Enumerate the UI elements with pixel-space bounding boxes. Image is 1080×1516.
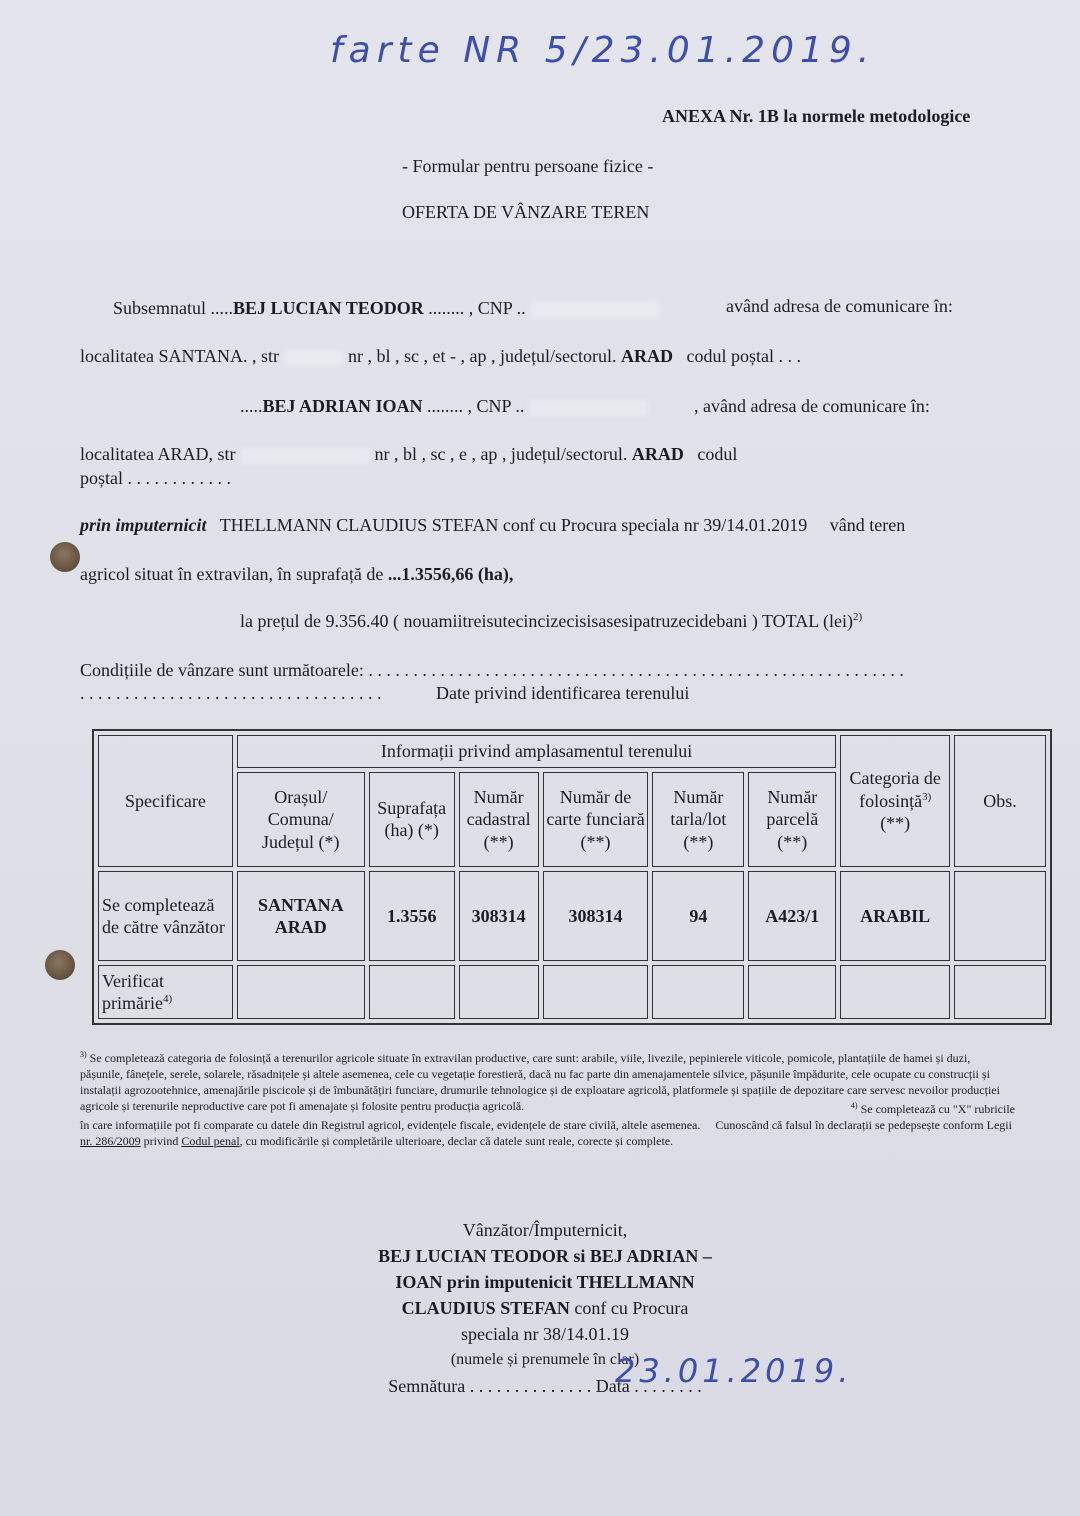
cell-parcel: A423/1 — [748, 871, 836, 962]
footnote-3-text: Se completează categoria de folosință a terenurilor agricole situate în extravilan productive, care sunt: arabile, viile, livezile, pepinierele viticole, pomicole, plantațiile de hamei și duzi, pășunile, fânețele, serele, solarele, răsadnițele și altele asemenea, cele cu vegetație forestieră, dacă nu fac parte din amenajamentele silvice, pășunile împădurite, cele ocupate cu construcții și instalații agrozootehnice, amenajările piscicole și de îmbunătățiri funciare, drumurile tehnologice și de exploatare agricolă, platformele și spațiile de depozitare care servesc nevoilor producției agricole și terenurile neproductive care pot fi amenajate și folosite pentru producția agricolă. — [80, 1051, 1000, 1113]
footnote-4-text: Se completează cu "X" rubricile — [857, 1102, 1015, 1116]
cell-tarla: 94 — [652, 871, 744, 962]
proxy-line — [80, 515, 905, 536]
seller2-postal-line: poștal . . . . . . . . . . . . — [80, 468, 231, 488]
penal-code-reference: Codul penal — [181, 1134, 240, 1148]
seller2-cnp-label: ........ , CNP .. — [422, 396, 525, 416]
redacted-street — [284, 350, 344, 366]
row-seller-label: Se completează de către vânzător — [98, 871, 233, 962]
seller1-address-intro: având adresa de comunicare în: — [726, 296, 953, 316]
conditions-line: Condițiile de vânzare sunt următoarele: . . . . . . . . . . . . . . . . . . . . . . . . . . . . . . . . . . . . . . . . . . . . . . . . . . . . . . . . . . . . — [80, 660, 904, 680]
footnotes — [80, 1047, 1015, 1149]
redacted-cnp — [529, 400, 649, 416]
proxy-tail: vând teren — [829, 515, 906, 535]
cell-locality — [237, 871, 365, 962]
header-land-book: Număr de carte funciară (**) — [543, 772, 649, 867]
seller1-county: ARAD — [620, 346, 673, 366]
header-specificare: Specificare — [98, 735, 233, 867]
punch-hole — [50, 542, 80, 572]
price-words: nouamiitreisutecincizecisisasesipatruzecidebani — [403, 611, 748, 631]
price-prefix: la prețul de 9.356.40 ( — [240, 611, 404, 631]
header-obs: Obs. — [954, 735, 1046, 867]
row-town-hall-ref: 4) — [162, 993, 173, 1006]
form-type: - Formular pentru persoane fizice - — [402, 156, 654, 176]
seller2-prefix: ..... — [240, 396, 263, 416]
empty-cell — [543, 965, 649, 1019]
law-reference: nr. 286/2009 — [80, 1134, 141, 1148]
land-area: ...1.3556,66 (ha), — [387, 564, 514, 584]
seller2-nr: nr , bl , sc , e , ap , județul/sectorul. — [374, 444, 628, 464]
cell-land-book: 308314 — [543, 871, 649, 962]
empty-cell — [954, 965, 1046, 1019]
seller1-cnp-label: ........ , CNP .. — [423, 298, 526, 318]
signer-proxy-name: CLAUDIUS STEFAN — [401, 1298, 570, 1318]
seller1-address-line — [80, 346, 801, 367]
declaration-b: privind — [140, 1134, 182, 1148]
cell-locality-county: ARAD — [274, 917, 327, 938]
redacted-cnp — [530, 302, 660, 318]
seller1-locality: localitatea SANTANA. , str — [80, 346, 280, 366]
cell-category: ARABIL — [840, 871, 950, 962]
row-town-hall-label — [98, 965, 233, 1019]
identification-heading: Date privind identificarea terenului — [436, 683, 690, 703]
footnote-4-ref: 4) — [850, 1101, 858, 1110]
footnote-4-continued — [80, 1117, 1015, 1149]
signature-date-line: Semnătura . . . . . . . . . . . . . . Data . . . . . . . . — [388, 1376, 702, 1396]
price-footnote-ref: 2) — [853, 611, 863, 623]
seller1-name: BEJ LUCIAN TEODOR — [233, 298, 424, 318]
cell-obs — [954, 871, 1046, 962]
seller2-name: BEJ ADRIAN IOAN — [262, 396, 423, 416]
empty-cell — [748, 965, 836, 1019]
punch-hole — [45, 950, 75, 980]
footnote-4-cont: în care informațiile pot fi comparate cu datele din Registrul agricol, evidențele fiscale, evidențele de stare civilă, altele asemenea. — [80, 1118, 701, 1132]
seller1-prefix: Subsemnatul ..... — [113, 298, 233, 318]
declaration-c: , cu modificările și completările ulterioare, declar că datele sunt reale, corecte și complete. — [239, 1134, 674, 1148]
proxy-text: THELLMANN CLAUDIUS STEFAN conf cu Procura speciala nr 39/14.01.2019 — [219, 515, 808, 535]
seller2-locality: localitatea ARAD, str — [80, 444, 236, 464]
table-row — [98, 965, 1046, 1019]
handwritten-registration-note: farte NR 5/23.01.2019. — [330, 30, 876, 71]
empty-cell — [237, 965, 365, 1019]
seller2-address-intro: , având adresa de comunicare în: — [694, 396, 930, 416]
cell-locality-city: SANTANA — [257, 894, 344, 915]
seller1-line — [113, 298, 660, 319]
header-category-ref: 3) — [922, 790, 932, 803]
empty-cell — [652, 965, 744, 1019]
header-category-tail: (**) — [880, 813, 911, 834]
header-locality: Orașul/ Comuna/ Județul (*) — [237, 772, 365, 867]
signer-names-2: IOAN prin imputenicit THELLMANN — [395, 1272, 695, 1292]
cell-cadastral: 308314 — [459, 871, 539, 962]
header-category-label: Categoria de folosință — [849, 768, 941, 811]
seller2-line — [240, 396, 649, 417]
empty-cell — [840, 965, 950, 1019]
seller1-postal: codul poștal . . . — [686, 346, 801, 366]
signer-names-4: speciala nr 38/14.01.19 — [461, 1324, 629, 1344]
row-town-hall-text: Verificat primărie — [102, 970, 164, 1014]
signer-names-3 — [340, 1295, 750, 1321]
header-location-group: Informații privind amplasamentul terenului — [237, 735, 836, 768]
signer-names-1: BEJ LUCIAN TEODOR si BEJ ADRIAN – — [378, 1246, 712, 1266]
header-cadastral: Număr cadastral (**) — [459, 772, 539, 867]
redacted-street — [240, 448, 370, 464]
signer-role: Vânzător/Împuternicit, — [462, 1220, 628, 1240]
signer-proxy-ref: conf cu Procura — [569, 1298, 689, 1318]
footnote-3-ref: 3) — [80, 1050, 87, 1059]
header-category — [840, 735, 950, 867]
seller2-county: ARAD — [631, 444, 684, 464]
header-tarla: Număr tarla/lot (**) — [652, 772, 744, 867]
table-row — [98, 871, 1046, 962]
declaration-a: Cunoscând că falsul în declarații se pedepsește conform Legii — [715, 1118, 1012, 1132]
document-title: OFERTA DE VÂNZARE TEREN — [402, 202, 650, 222]
seller1-nr: nr , bl , sc , et - , ap , județul/sectorul. — [348, 346, 617, 366]
empty-cell — [369, 965, 455, 1019]
header-parcel: Număr parcelă (**) — [748, 772, 836, 867]
land-data-table — [92, 729, 1052, 1025]
seller2-address-line — [80, 444, 737, 465]
seller2-postal: codul — [697, 444, 738, 464]
conditions-dots: . . . . . . . . . . . . . . . . . . . . . . . . . . . . . . . . . . — [80, 683, 382, 703]
empty-cell — [459, 965, 539, 1019]
header-area: Suprafața (ha) (*) — [369, 772, 455, 867]
price-suffix: ) TOTAL (lei) — [747, 611, 854, 631]
land-line — [80, 564, 513, 585]
handwritten-date: 23.01.2019. — [615, 1352, 853, 1390]
land-prefix: agricol situat în extravilan, în suprafață de — [80, 564, 388, 584]
proxy-label: prin imputernicit — [80, 515, 207, 535]
annex-label: ANEXA Nr. 1B la normele metodologice — [662, 106, 971, 126]
name-clear-label: (numele și prenumele în clar) — [450, 1351, 640, 1368]
cell-area: 1.3556 — [369, 871, 455, 962]
price-line — [240, 611, 862, 632]
